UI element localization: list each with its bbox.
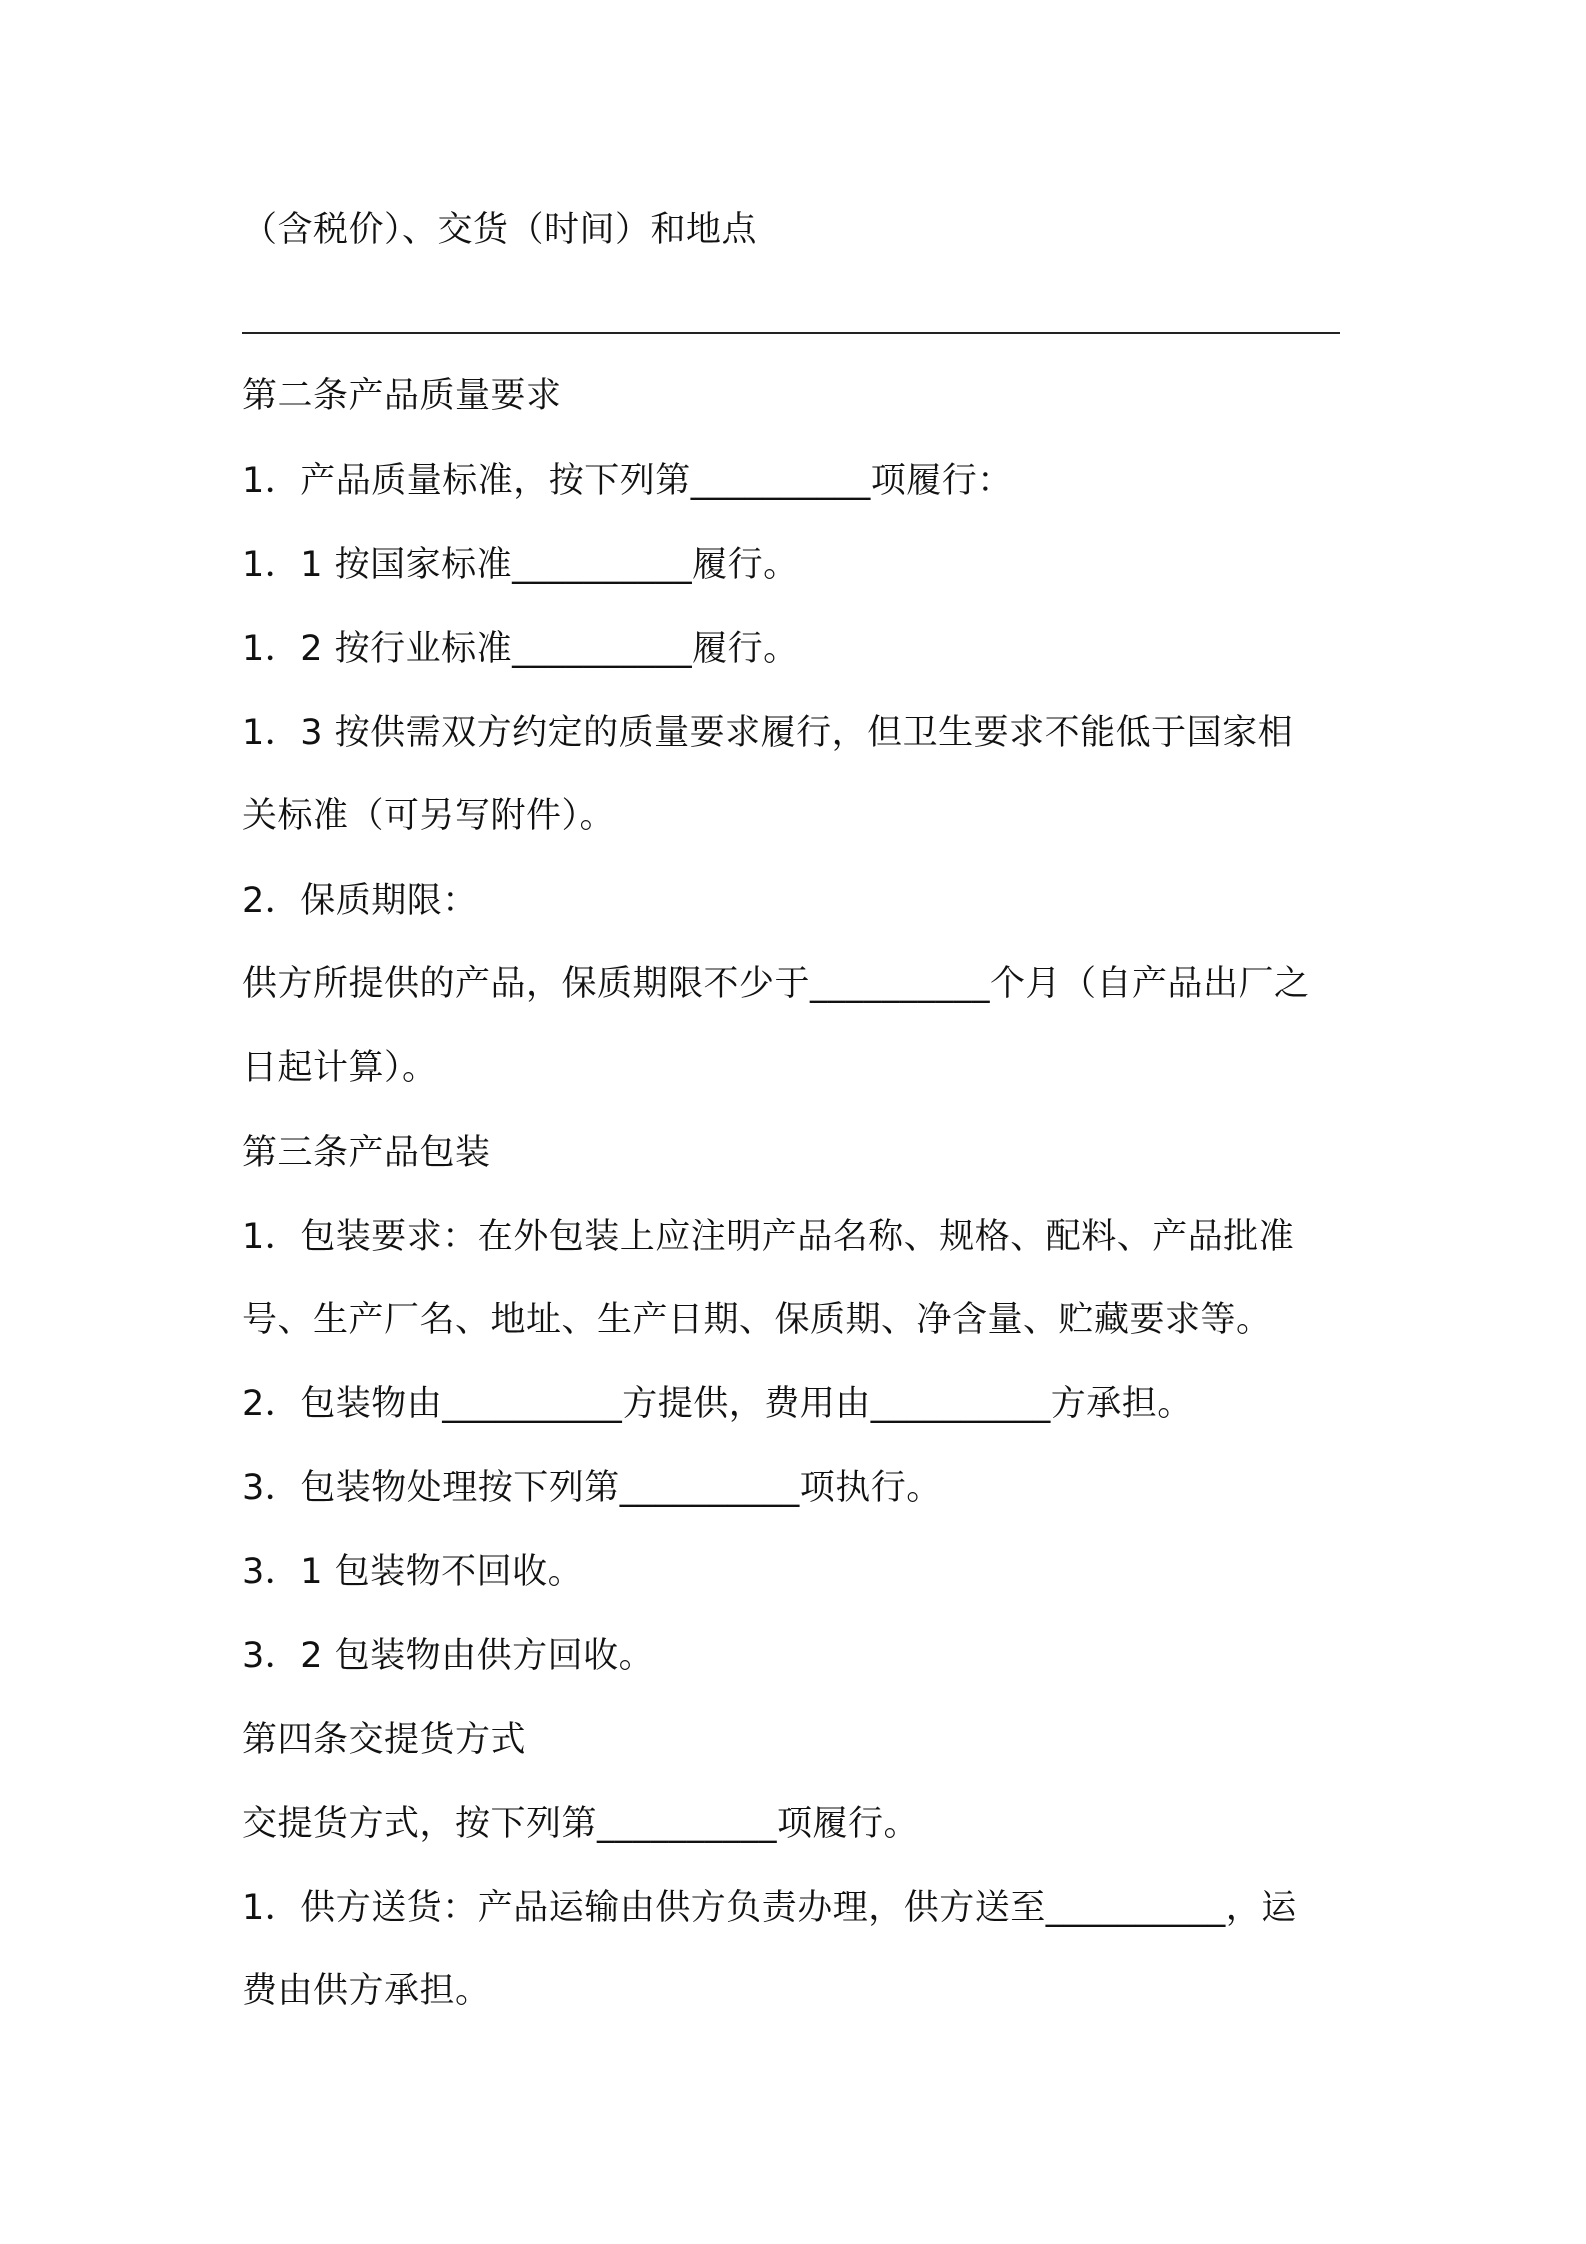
text-line-packaging-requirements-cont: 号、生产厂名、地址、生产日期、保质期、净含量、贮藏要求等。 [242, 1300, 1272, 1340]
text-line-price-delivery: （含税价）、交货（时间）和地点 [242, 210, 758, 250]
text-line-supplier-recycle: 3．2 包装物由供方回收。 [242, 1636, 655, 1676]
text-line-packaging-requirements: 1．包装要求：在外包装上应注明产品名称、规格、配料、产品批准 [242, 1217, 1295, 1257]
text-line-packaging-provider: 2．包装物由__________方提供，费用由__________方承担。 [242, 1384, 1193, 1424]
text-line-shelf-life: 供方所提供的产品，保质期限不少于__________个月（自产品出厂之 [242, 964, 1310, 1004]
section-heading-packaging: 第三条产品包装 [242, 1133, 491, 1173]
section-heading-quality: 第二条产品质量要求 [242, 376, 562, 416]
text-line-packaging-disposal: 3．包装物处理按下列第__________项执行。 [242, 1468, 942, 1508]
text-line-shelf-life-cont: 日起计算）。 [242, 1048, 438, 1088]
text-line-delivery-method: 交提货方式，按下列第__________项履行。 [242, 1804, 920, 1844]
text-line-supplier-delivery-cont: 费由供方承担。 [242, 1971, 491, 2011]
text-line-shelf-life-heading: 2．保质期限： [242, 881, 478, 921]
text-line-agreed-quality-cont: 关标准（可另写附件）。 [242, 796, 616, 836]
text-line-supplier-delivery: 1．供方送货：产品运输由供方负责办理，供方送至__________，运 [242, 1888, 1297, 1928]
text-line-quality-standard: 1．产品质量标准，按下列第__________项履行： [242, 461, 1013, 501]
text-line-industry-standard: 1．2 按行业标准__________履行。 [242, 629, 799, 669]
text-line-national-standard: 1．1 按国家标准__________履行。 [242, 545, 799, 585]
text-line-no-recycle: 3．1 包装物不回收。 [242, 1552, 584, 1592]
fill-in-rule [242, 332, 1340, 334]
text-line-agreed-quality: 1．3 按供需双方约定的质量要求履行，但卫生要求不能低于国家相 [242, 713, 1294, 753]
section-heading-delivery: 第四条交提货方式 [242, 1720, 527, 1760]
